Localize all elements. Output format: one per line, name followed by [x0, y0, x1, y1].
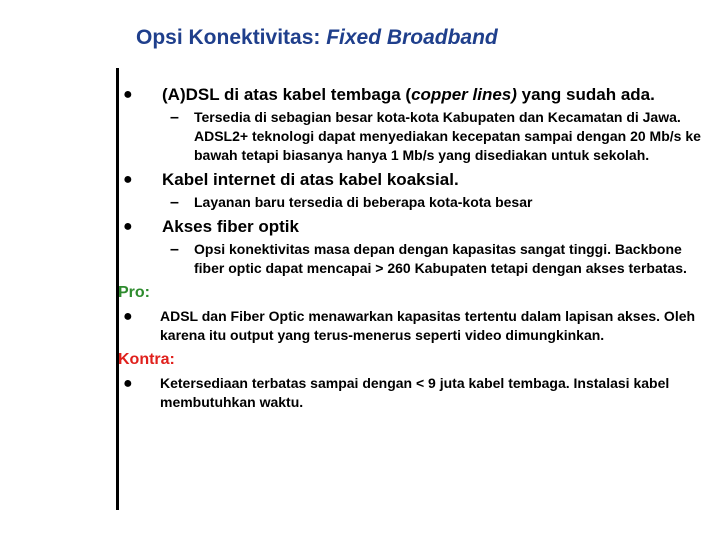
dash-icon: –: [170, 109, 179, 126]
pro-item: [116, 307, 716, 345]
bullet-text: (A)DSL di atas kabel tembaga (: [162, 85, 412, 104]
sub-item-fiber: [116, 240, 716, 278]
sub-item-cable: [116, 193, 716, 212]
bullet-icon: ●: [123, 86, 133, 103]
kontra-heading: Kontra:: [118, 351, 175, 368]
pro-heading: Pro:: [118, 284, 150, 301]
pro-text: ADSL dan Fiber Optic menawarkan kapasitas tertentu dalam lapisan akses. Oleh karena itu output yang terus-menerus seperti video dimungkinkan.: [160, 308, 696, 343]
sub-text: Opsi konektivitas masa depan dengan kapasitas sangat tinggi. Backbone fiber optic dapat mencapai > 260 Kabupaten tetapi dengan akses terbatas.: [194, 241, 687, 276]
dash-icon: –: [170, 241, 179, 258]
bullet-icon: ●: [123, 308, 133, 325]
bullet-item-fiber: [116, 216, 716, 238]
bullet-icon: ●: [123, 171, 133, 188]
bullet-text: Kabel internet di atas kabel koaksial.: [162, 170, 459, 189]
bullet-text: Akses fiber optik: [162, 217, 299, 236]
title-main: Opsi Konektivitas:: [136, 26, 327, 49]
sub-item-adsl: [116, 108, 716, 165]
dash-icon: –: [170, 194, 179, 211]
kontra-item: [116, 374, 716, 412]
title-italic: Fixed Broadband: [326, 26, 498, 49]
sub-text: Layanan baru tersedia di beberapa kota-kota besar: [194, 194, 533, 210]
bullet-item-adsl: [116, 84, 716, 106]
bullet-text-end: yang sudah ada.: [516, 85, 655, 104]
bullet-item-cable: [116, 169, 716, 191]
slide-content: [116, 80, 716, 412]
bullet-text-italic: copper lines): [411, 85, 517, 104]
sub-text: Tersedia di sebagian besar kota-kota Kabupaten dan Kecamatan di Jawa. ADSL2+ teknologi dapat menyediakan kecepatan sampai dengan 20 Mb/s ke bawah tetapi biasanya hanya 1 Mb/s yang disediakan untuk sekolah.: [194, 109, 701, 163]
bullet-icon: ●: [123, 375, 133, 392]
slide-title: [136, 26, 498, 50]
bullet-icon: ●: [123, 218, 133, 235]
kontra-text: Ketersediaan terbatas sampai dengan < 9 juta kabel tembaga. Instalasi kabel membutuhkan waktu.: [160, 375, 670, 410]
